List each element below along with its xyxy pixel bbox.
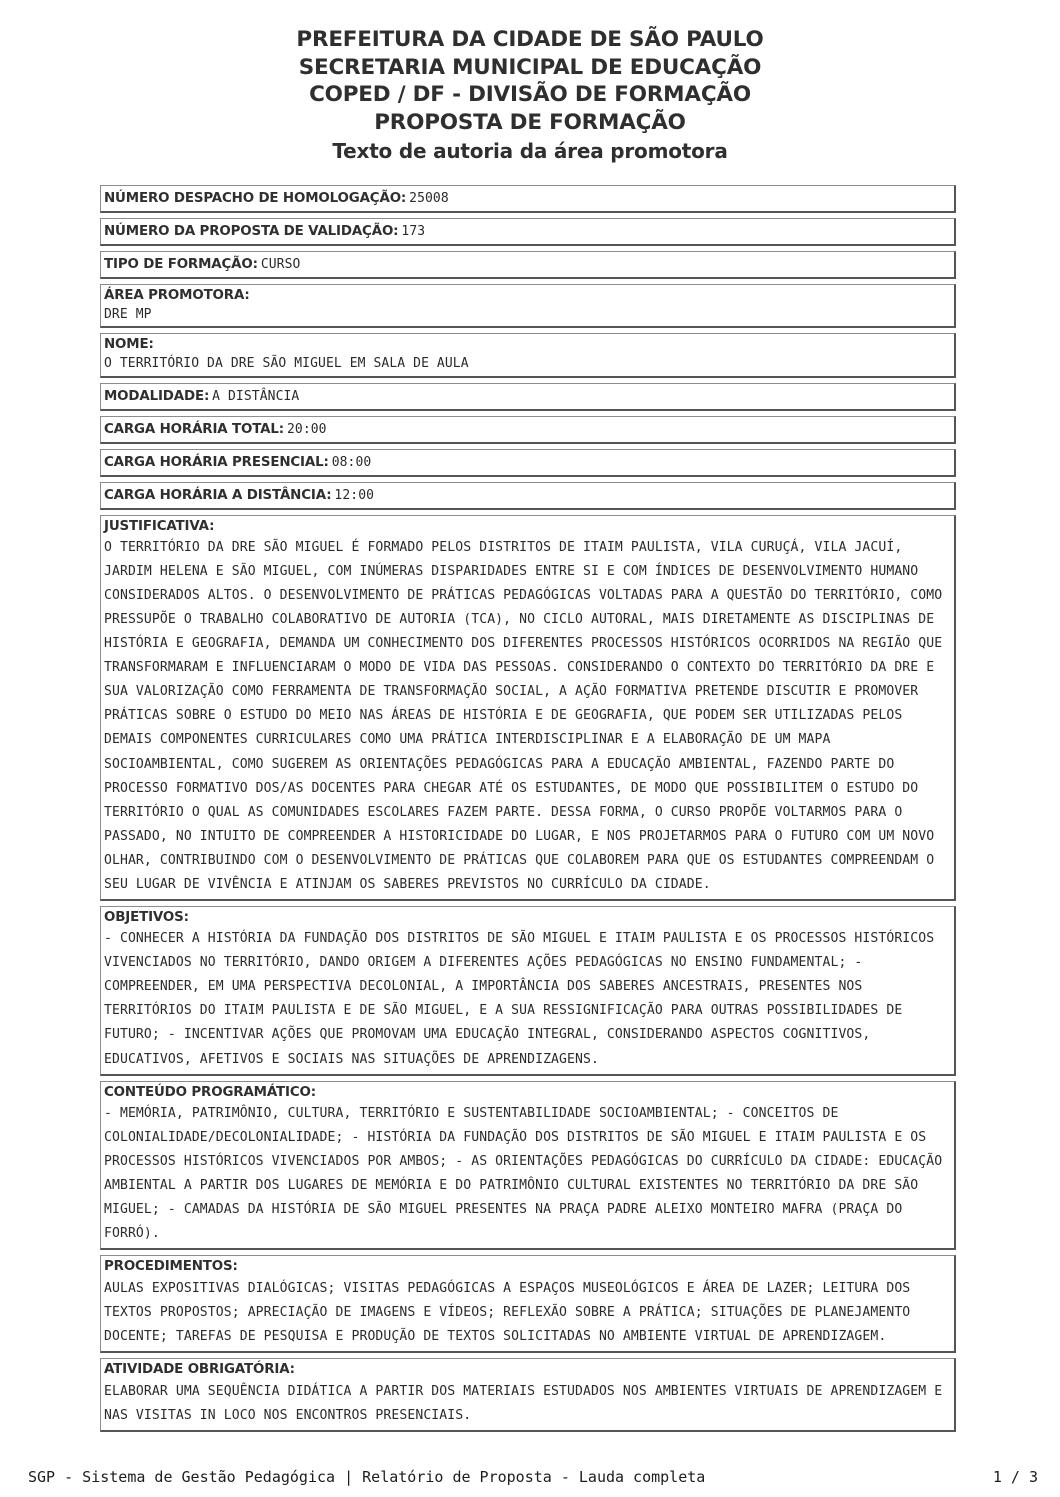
field-value: DRE MP (104, 307, 152, 322)
field-value: CURSO (260, 257, 301, 272)
field-numero-proposta-validacao (100, 218, 956, 246)
field-value: 25008 (409, 191, 449, 206)
field-value: 173 (401, 224, 426, 239)
header-line-autoria: Texto de autoria da área promotora (332, 139, 728, 163)
field-numero-despacho-homologacao (100, 185, 956, 213)
field-area-promotora (100, 284, 956, 328)
field-label: NÚMERO DA PROPOSTA DE VALIDAÇÃO: (104, 224, 399, 239)
field-value: ELABORAR UMA SEQUÊNCIA DIDÁTICA A PARTIR DOS MATERIAIS ESTUDADOS NOS AMBIENTES VIRTUAIS DE APRENDIZAGEM E NAS VISITAS IN LOCO NOS ENCONTROS PRESENCIAIS. (104, 1383, 951, 1423)
field-label: CONTEÚDO PROGRAMÁTICO: (104, 1084, 316, 1100)
field-nome (100, 333, 956, 377)
field-procedimentos (100, 1255, 956, 1353)
field-carga-horaria-total (100, 416, 956, 444)
field-value: A DISTÂNCIA (212, 388, 300, 404)
field-carga-horaria-presencial (100, 449, 956, 477)
field-label: ATIVIDADE OBRIGATÓRIA: (104, 1362, 295, 1377)
field-label: CARGA HORÁRIA A DISTÂNCIA: (104, 487, 332, 503)
field-value: 12:00 (334, 487, 375, 503)
field-carga-horaria-distancia (100, 482, 956, 510)
field-value: AULAS EXPOSITIVAS DIALÓGICAS; VISITAS PEDAGÓGICAS A ESPAÇOS MUSEOLÓGICOS E ÁREA DE LAZER; LEITURA DOS TEXTOS PROPOSTOS; APRECIAÇÃO DE IMAGENS E VÍDEOS; REFLEXÃO SOBRE A PRÁTICA; SITUAÇÕES DE PLANEJAMENTO DOCENTE; TAREFAS DE PESQUISA E PRODUÇÃO DE TEXTOS SOLICITADAS NO AMBIENTE VIRTUAL DE APRENDIZAGEM. (104, 1280, 919, 1344)
field-label: ÁREA PROMOTORA: (104, 288, 250, 303)
field-label: TIPO DE FORMAÇÃO: (104, 257, 258, 272)
document-header (0, 26, 1060, 166)
field-objetivos (100, 906, 956, 1076)
header-line-coped: COPED / DF - DIVISÃO DE FORMAÇÃO (309, 82, 751, 107)
field-atividade-obrigatoria (100, 1358, 956, 1432)
fields-container (100, 185, 956, 1437)
field-label: CARGA HORÁRIA PRESENCIAL: (104, 454, 329, 470)
field-value: - MEMÓRIA, PATRIMÔNIO, CULTURA, TERRITÓRIO E SUSTENTABILIDADE SOCIOAMBIENTAL; - CONCEITOS DE COLONIALIDADE/DECOLONIALIDADE; - HISTÓRIA DA FUNDAÇÃO DOS DISTRITOS DE SÃO MIGUEL E ITAIM PAULISTA E OS PROCESSOS HISTÓRICOS VIVENCIADOS POR AMBOS; - AS ORIENTAÇÕES PEDAGÓGICAS DO CURRÍCULO DA CIDADE: EDUCAÇÃO AMBIENTAL A PARTIR DOS LUGARES DE MEMÓRIA E DO PATRIMÔNIO CULTURAL EXISTENTES NO TERRITÓRIO DA DRE SÃO MIGUEL; - CAMADAS DA HISTÓRIA DE SÃO MIGUEL PRESENTES NA PRAÇA PADRE ALEIXO MONTEIRO MAFRA (PRAÇA DO FORRÓ). (104, 1106, 951, 1242)
field-label: CARGA HORÁRIA TOTAL: (104, 421, 284, 437)
document-footer (0, 1467, 1060, 1491)
field-value: O TERRITÓRIO DA DRE SÃO MIGUEL EM SALA DE AULA (104, 356, 469, 372)
field-label: JUSTIFICATIVA: (104, 518, 215, 534)
field-label: NOME: (104, 337, 154, 353)
field-conteudo-programatico (100, 1081, 956, 1251)
footer-page-number: 1 / 3 (992, 1468, 1038, 1486)
field-value: 08:00 (331, 454, 372, 470)
header-line-secretaria: SECRETARIA MUNICIPAL DE EDUCAÇÃO (298, 54, 762, 80)
header-line-proposta: PROPOSTA DE FORMAÇÃO (374, 109, 686, 135)
field-label: MODALIDADE: (104, 388, 210, 404)
field-tipo-formacao (100, 251, 956, 279)
field-label: OBJETIVOS: (104, 909, 189, 925)
field-label: PROCEDIMENTOS: (104, 1259, 238, 1275)
field-value: O TERRITÓRIO DA DRE SÃO MIGUEL É FORMADO PELOS DISTRITOS DE ITAIM PAULISTA, VILA CURUÇÁ, VILA JACUÍ, JARDIM HELENA E SÃO MIGUEL, COM INÚMERAS DISPARIDADES ENTRE SI E COM ÍNDICES DE DESENVOLVIMENTO HUMANO CONSIDERADOS ALTOS. O DESENVOLVIMENTO DE PRÁTICAS PEDAGÓGICAS VOLTADAS PARA A QUESTÃO DO TERRITÓRIO, COMO PRESSUPÕE O TRABALHO COLABORATIVO DE AUTORIA (TCA), NO CICLO AUTORAL, MAIS DIRETAMENTE AS DISCIPLINAS DE HISTÓRIA E GEOGRAFIA, DEMANDA UM CONHECIMENTO DOS DIFERENTES PROCESSOS HISTÓRICOS OCORRIDOS NA REGIÃO QUE TRANSFORMARAM E INFLUENCIARAM O MODO DE VIDA DAS PESSOAS. CONSIDERANDO O CONTEXTO DO TERRITÓRIO DA DRE E SUA VALORIZAÇÃO COMO FERRAMENTA DE TRANSFORMAÇÃO SOCIAL, A AÇÃO FORMATIVA PRETENDE DISCUTIR E PROMOVER PRÁTICAS SOBRE O ESTUDO DO MEIO NAS ÁREAS DE HISTÓRIA E DE GEOGRAFIA, QUE PODEM SER UTILIZADAS PELOS DEMAIS COMPONENTES CURRICULARES COMO UMA PRÁTICA INTERDISCIPLINAR E A ELABORAÇÃO DE UM MAPA SOCIOAMBIENTAL, COMO SUGEREM AS ORIENTAÇÕES PEDAGÓGICAS PARA A EDUCAÇÃO AMBIENTAL, FAZENDO PARTE DO PROCESSO FORMATIVO DOS/AS DOCENTES PARA CHEGAR ATÉ OS ESTUDANTES, DE MODO QUE POSSIBILITEM O ESTUDO DO TERRITÓRIO O QUAL AS COMUNIDADES ESCOLARES FAZEM PARTE. DESSA FORMA, O CURSO PROPÕE VOLTARMOS PARA O PASSADO, NO INTUITO DE COMPREENDER A HISTORICIDADE DO LUGAR, E NOS PROJETARMOS PARA O FUTURO COM UM NOVO OLHAR, CONTRIBUINDO COM O DESENVOLVIMENTO DE PRÁTICAS QUE COLABOREM PARA QUE OS ESTUDANTES COMPREENDAM O SEU LUGAR DE VIVÊNCIA E ATINJAM OS SABERES PREVISTOS NO CURRÍCULO DA CIDADE. (104, 540, 951, 892)
field-label: NÚMERO DESPACHO DE HOMOLOGAÇÃO: (104, 191, 407, 206)
field-value: - CONHECER A HISTÓRIA DA FUNDAÇÃO DOS DISTRITOS DE SÃO MIGUEL E ITAIM PAULISTA E OS PROCESSOS HISTÓRICOS VIVENCIADOS NO TERRITÓRIO, DANDO ORIGEM A DIFERENTES AÇÕES PEDAGÓGICAS NO ENSINO FUNDAMENTAL; - COMPREENDER, EM UMA PERSPECTIVA DECOLONIAL, A IMPORTÂNCIA DOS SABERES ANCESTRAIS, PRESENTES NOS TERRITÓRIOS DO ITAIM PAULISTA E DE SÃO MIGUEL, E A SUA RESSIGNIFICAÇÃO PARA OUTRAS POSSIBILIDADES DE FUTURO; - INCENTIVAR AÇÕES QUE PROMOVAM UMA EDUCAÇÃO INTEGRAL, CONSIDERANDO ASPECTOS COGNITIVOS, EDUCATIVOS, AFETIVOS E SOCIAIS NAS SITUAÇÕES DE APRENDIZAGENS. (104, 931, 943, 1067)
field-modalidade (100, 383, 956, 411)
field-value: 20:00 (286, 421, 327, 437)
header-line-prefeitura: PREFEITURA DA CIDADE DE SÃO PAULO (296, 27, 764, 52)
footer-system-label: SGP - Sistema de Gestão Pedagógica | Relatório de Proposta - Lauda completa (28, 1468, 706, 1486)
field-justificativa (100, 515, 956, 901)
